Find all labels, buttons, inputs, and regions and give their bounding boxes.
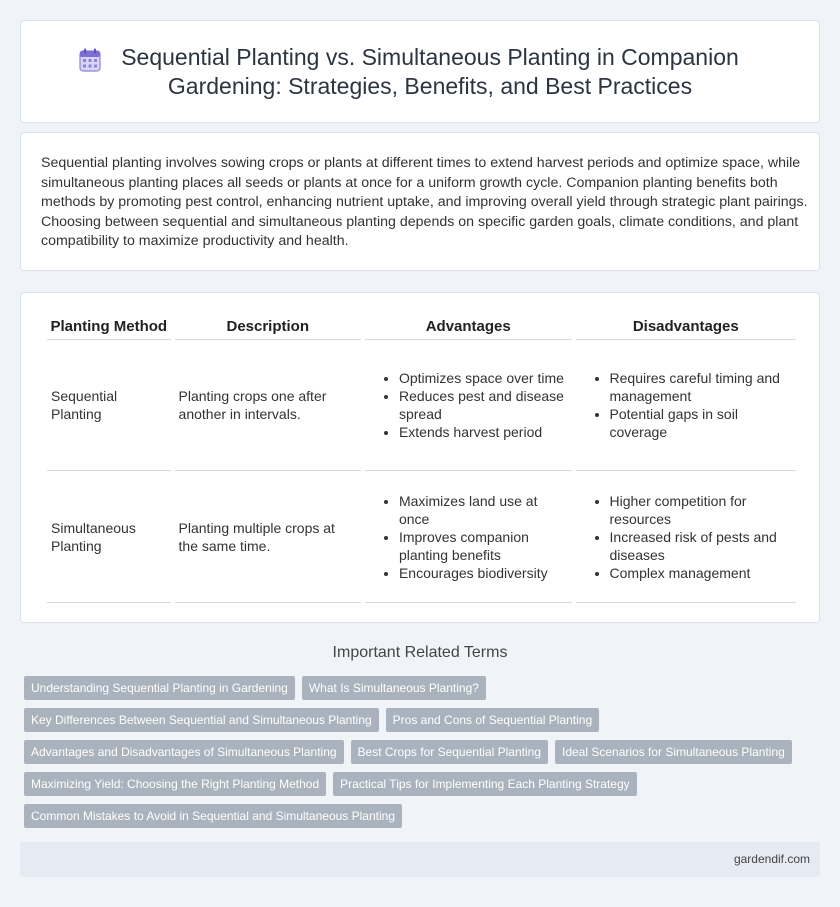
header-planting-method: Planting Method [47, 311, 171, 340]
cell-disadvantages [576, 340, 796, 471]
list-item: • Higher competition for resources [610, 492, 792, 528]
page-title: Sequential Planting vs. Simultaneous Planting in Companion Gardening: Strategies, Benefits, and Best Practices [121, 43, 739, 99]
intro-card [20, 132, 820, 271]
related-term-tag[interactable]: Practical Tips for Implementing Each Planting Strategy [333, 772, 636, 796]
list-item: • Extends harvest period [399, 423, 568, 441]
header-description: Description [175, 311, 361, 340]
cell-advantages [365, 340, 572, 471]
related-terms-heading: Important Related Terms [332, 644, 508, 661]
footer-site-link[interactable]: gardendif.com [733, 852, 810, 866]
related-term-tag[interactable]: Common Mistakes to Avoid in Sequential and Simultaneous Planting [24, 804, 402, 828]
table-row [47, 340, 796, 471]
header-advantages: Advantages [365, 311, 572, 340]
list-item: • Encourages biodiversity [399, 564, 568, 582]
list-item: • Optimizes space over time [399, 369, 568, 387]
related-term-tag[interactable]: Ideal Scenarios for Simultaneous Planting [555, 740, 792, 764]
cell-advantages [365, 471, 572, 603]
related-term-tag[interactable]: Best Crops for Sequential Planting [351, 740, 548, 764]
list-item: • Increased risk of pests and diseases [610, 528, 792, 564]
related-term-tag[interactable]: Maximizing Yield: Choosing the Right Planting Method [24, 772, 326, 796]
cell-description: Planting crops one after another in intervals. [175, 340, 361, 471]
related-terms-list [24, 676, 804, 828]
related-term-tag[interactable]: Advantages and Disadvantages of Simultaneous Planting [24, 740, 344, 764]
footer [20, 842, 820, 877]
related-term-tag[interactable]: What Is Simultaneous Planting? [302, 676, 486, 700]
table-row [47, 471, 796, 603]
list-item: • Requires careful timing and management [610, 369, 792, 405]
title-card [20, 20, 820, 123]
cell-description: Planting multiple crops at the same time. [175, 471, 361, 603]
cell-disadvantages [576, 471, 796, 603]
cell-method: Sequential Planting [47, 340, 171, 471]
related-term-tag[interactable]: Key Differences Between Sequential and Simultaneous Planting [24, 708, 379, 732]
related-term-tag[interactable]: Pros and Cons of Sequential Planting [386, 708, 599, 732]
calendar-icon [79, 48, 101, 72]
list-item: • Potential gaps in soil coverage [610, 405, 792, 441]
intro-paragraph: Sequential planting involves sowing crops or plants at different times to extend harvest periods and optimize space, while simultaneous planting places all seeds or plants at once for a uniform growth cycle. Companion planting benefits both methods by promoting pest control, enhancing nutrient uptake, and improving overall yield through strategic plant pairings. Choosing between sequential and simultaneous planting depends on specific garden goals, climate conditions, and plant compatibility to maximize productivity and health. [41, 155, 808, 250]
cell-method: Simultaneous Planting [47, 471, 171, 603]
comparison-table [43, 311, 800, 603]
header-disadvantages: Disadvantages [576, 311, 796, 340]
list-item: • Complex management [610, 564, 792, 582]
list-item: • Maximizes land use at once [399, 492, 568, 528]
list-item: • Reduces pest and disease spread [399, 387, 568, 423]
list-item: • Improves companion planting benefits [399, 528, 568, 564]
related-term-tag[interactable]: Understanding Sequential Planting in Gardening [24, 676, 295, 700]
comparison-table-card [20, 292, 820, 623]
